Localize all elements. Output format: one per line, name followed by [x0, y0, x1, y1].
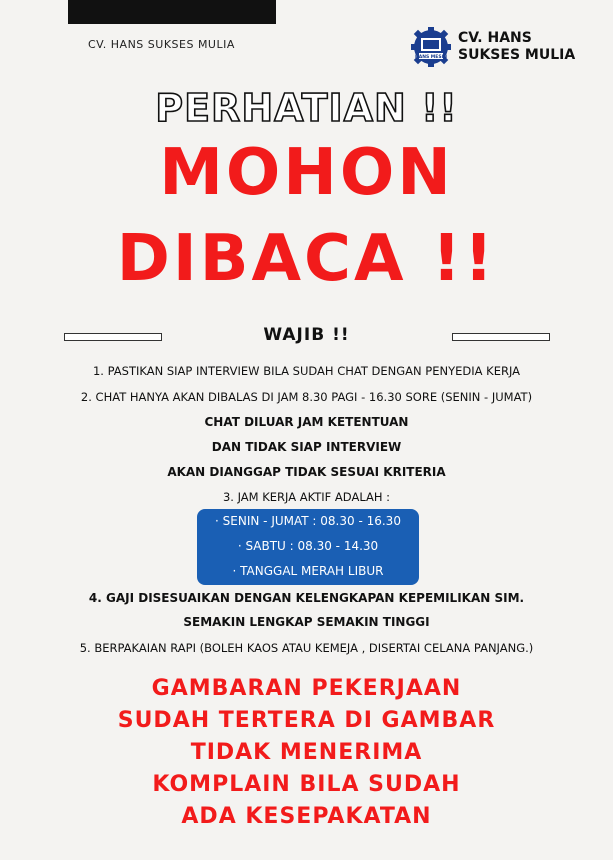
schedule-box — [197, 509, 419, 585]
rule-4-line-1: 4. GAJI DISESUAIKAN DENGAN KELENGKAPAN KEPEMILIKAN SIM. — [88, 591, 525, 605]
footer-line-2: SUDAH TERTERA DI GAMBAR — [117, 708, 496, 733]
dibaca-heading: DIBACA !! — [116, 222, 497, 296]
schedule-saturday: · SABTU : 08.30 - 14.30 — [237, 539, 379, 553]
schedule-weekday: · SENIN - JUMAT : 08.30 - 16.30 — [215, 514, 401, 528]
logo-caption: HANS MESIN — [414, 55, 448, 60]
rule-5: 5. BERPAKAIAN RAPI (BOLEH KAOS ATAU KEMEJA , DISERTAI CELANA PANJANG.) — [79, 641, 534, 655]
perhatian-heading: PERHATIAN !! — [155, 86, 458, 130]
redacted-bar — [68, 0, 276, 24]
logo-text — [458, 30, 575, 64]
warning-line-3: AKAN DIANGGAP TIDAK SESUAI KRITERIA — [167, 465, 446, 479]
company-logo — [410, 26, 575, 68]
footer-line-3: TIDAK MENERIMA — [190, 740, 423, 765]
gear-icon — [410, 26, 452, 68]
warning-line-1: CHAT DILUAR JAM KETENTUAN — [204, 415, 409, 429]
logo-line-2: SUKSES MULIA — [458, 47, 576, 63]
footer-line-1: GAMBARAN PEKERJAAN — [151, 676, 462, 701]
wajib-heading: WAJIB !! — [263, 325, 350, 345]
rule-4-line-2: SEMAKIN LENGKAP SEMAKIN TINGGI — [183, 615, 430, 629]
rule-3: 3. JAM KERJA AKTIF ADALAH : — [222, 490, 391, 504]
footer-line-4: KOMPLAIN BILA SUDAH — [152, 772, 461, 797]
company-name-left: CV. HANS SUKSES MULIA — [88, 38, 235, 51]
rule-2: 2. CHAT HANYA AKAN DIBALAS DI JAM 8.30 PAGI - 16.30 SORE (SENIN - JUMAT) — [80, 390, 533, 404]
warning-line-2: DAN TIDAK SIAP INTERVIEW — [211, 440, 402, 454]
logo-line-1: CV. HANS — [458, 30, 532, 46]
mohon-heading: MOHON — [159, 136, 454, 210]
footer-line-5: ADA KESEPAKATAN — [181, 804, 432, 829]
rule-1: 1. PASTIKAN SIAP INTERVIEW BILA SUDAH CHAT DENGAN PENYEDIA KERJA — [92, 364, 521, 378]
schedule-holiday: · TANGGAL MERAH LIBUR — [232, 564, 384, 578]
